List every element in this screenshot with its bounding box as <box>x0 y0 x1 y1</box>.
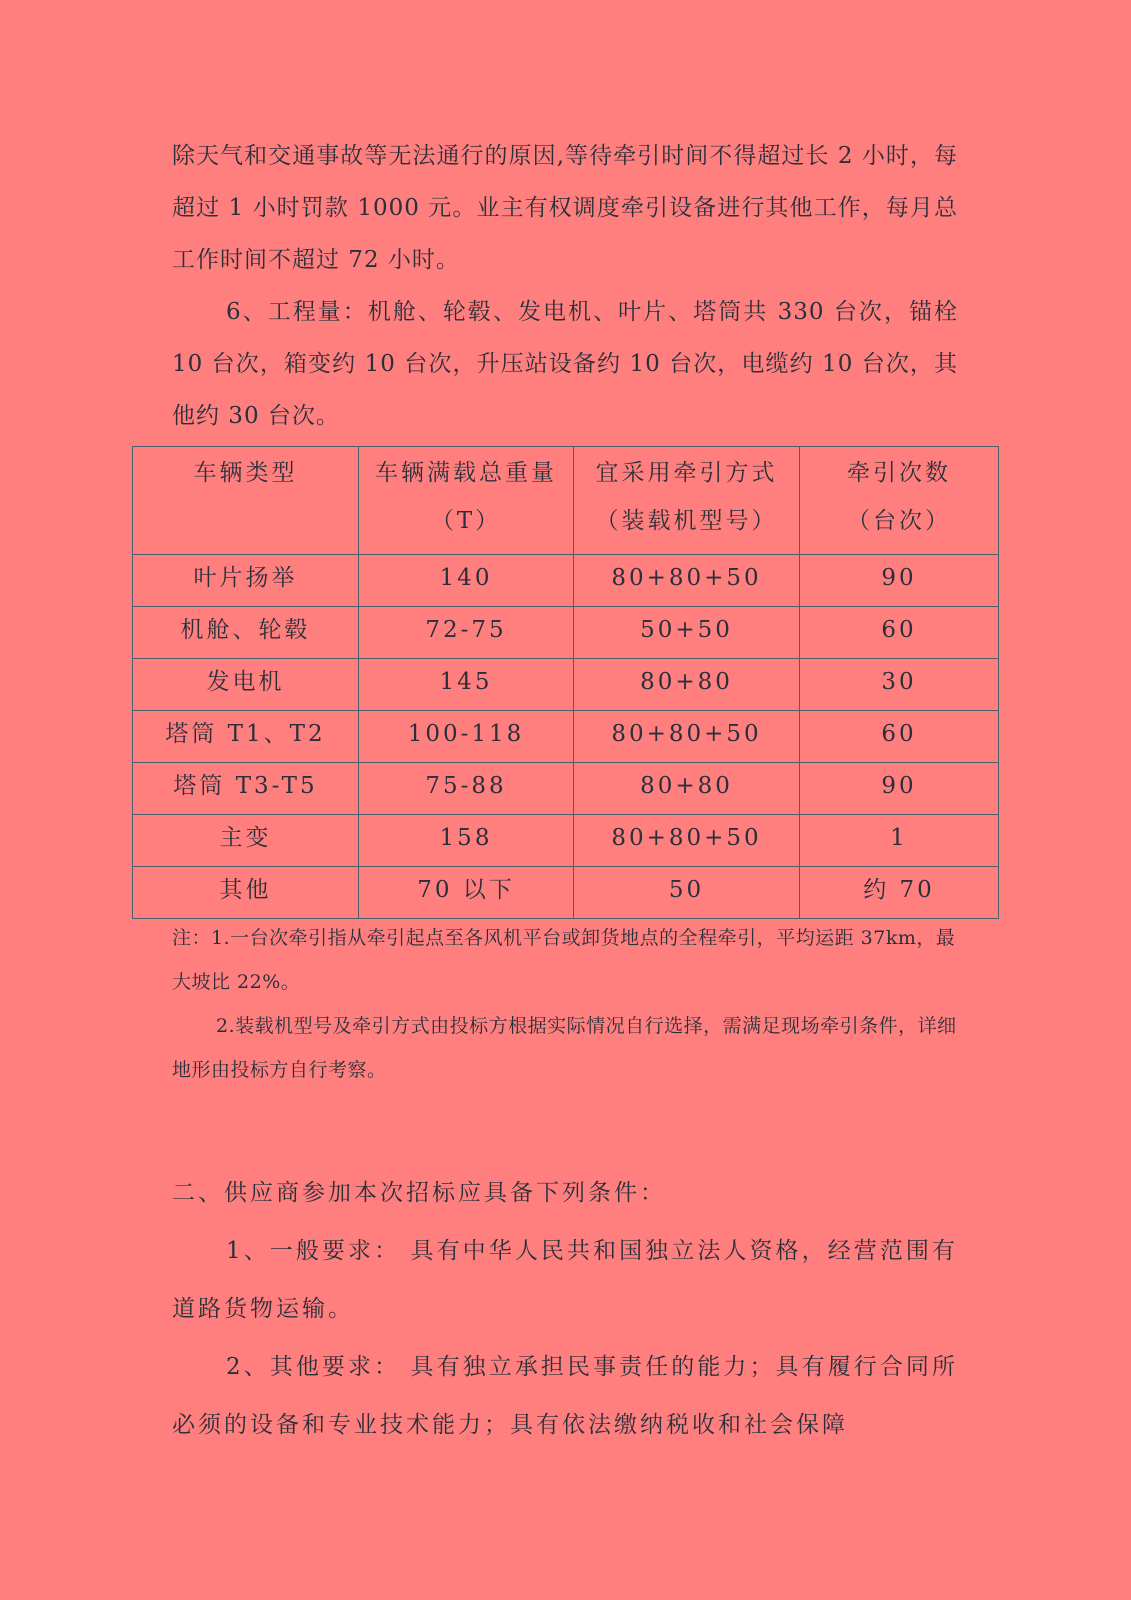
table-header-row <box>133 447 999 555</box>
cell-count: 60 <box>800 607 999 659</box>
table-row <box>133 815 999 867</box>
table-row <box>133 555 999 607</box>
cell-weight: 140 <box>359 555 574 607</box>
requirement-general: 1、一般要求： 具有中华人民共和国独立法人资格，经营范围有道路货物运输。 <box>172 1238 958 1322</box>
cell-vehicle-type: 其他 <box>133 867 359 919</box>
cell-weight: 72-75 <box>359 607 574 659</box>
header-traction-count-unit: （台次） <box>847 508 951 534</box>
header-full-load-weight <box>359 447 574 555</box>
header-traction-count <box>800 447 999 555</box>
header-vehicle-type-label: 车辆类型 <box>193 460 298 486</box>
header-traction-method-sub: （装载机型号） <box>595 508 778 534</box>
cell-vehicle-type: 塔筒 T3-T5 <box>133 763 359 815</box>
cell-method: 80+80+50 <box>574 711 800 763</box>
table-row <box>133 659 999 711</box>
table-row <box>133 607 999 659</box>
table-note-1: 注：1.一台次牵引指从牵引起点至各风机平台或卸货地点的全程牵引，平均运距 37km，最大坡比 22%。 <box>172 927 956 993</box>
table-row <box>133 867 999 919</box>
table-note-2: 2.装载机型号及牵引方式由投标方根据实际情况自行选择，需满足现场牵引条件，详细地形由投标方自行考察。 <box>172 1015 957 1081</box>
cell-weight: 145 <box>359 659 574 711</box>
cell-vehicle-type: 主变 <box>133 815 359 867</box>
cell-method: 80+80+50 <box>574 815 800 867</box>
cell-weight: 70 以下 <box>359 867 574 919</box>
header-traction-method <box>574 447 800 555</box>
section-heading: 二、供应商参加本次招标应具备下列条件： <box>172 1180 666 1206</box>
traction-table <box>132 446 999 919</box>
requirement-other: 2、其他要求： 具有独立承担民事责任的能力；具有履行合同所必须的设备和专业技术能力；具有依法缴纳税收和社会保障 <box>172 1354 958 1438</box>
cell-vehicle-type: 叶片扬举 <box>133 555 359 607</box>
cell-method: 80+80 <box>574 763 800 815</box>
cell-weight: 100-118 <box>359 711 574 763</box>
cell-weight: 158 <box>359 815 574 867</box>
paragraph-waiting-time: 除天气和交通事故等无法通行的原因,等待牵引时间不得超过长 2 小时，每超过 1 小时罚款 1000 元。业主有权调度牵引设备进行其他工作，每月总工作时间不超过 72 小时。 <box>172 143 958 273</box>
header-traction-method-label: 宜采用牵引方式 <box>595 460 778 486</box>
header-full-load-weight-label: 车辆满载总重量 <box>375 460 557 486</box>
cell-method: 80+80+50 <box>574 555 800 607</box>
cell-count: 60 <box>800 711 999 763</box>
header-full-load-weight-unit: （T） <box>430 508 502 534</box>
cell-count: 1 <box>800 815 999 867</box>
header-vehicle-type <box>133 447 359 555</box>
header-traction-count-label: 牵引次数 <box>847 460 951 486</box>
cell-count: 约 70 <box>800 867 999 919</box>
cell-vehicle-type: 塔筒 T1、T2 <box>133 711 359 763</box>
table-row <box>133 763 999 815</box>
cell-vehicle-type: 机舱、轮毂 <box>133 607 359 659</box>
cell-weight: 75-88 <box>359 763 574 815</box>
cell-vehicle-type: 发电机 <box>133 659 359 711</box>
cell-method: 50+50 <box>574 607 800 659</box>
table-row <box>133 711 999 763</box>
paragraph-workload: 6、工程量：机舱、轮毂、发电机、叶片、塔筒共 330 台次，锚栓 10 台次，箱变约 10 台次，升压站设备约 10 台次，电缆约 10 台次，其他约 30 台次。 <box>172 299 958 429</box>
cell-count: 90 <box>800 555 999 607</box>
cell-method: 80+80 <box>574 659 800 711</box>
cell-count: 30 <box>800 659 999 711</box>
cell-count: 90 <box>800 763 999 815</box>
cell-method: 50 <box>574 867 800 919</box>
